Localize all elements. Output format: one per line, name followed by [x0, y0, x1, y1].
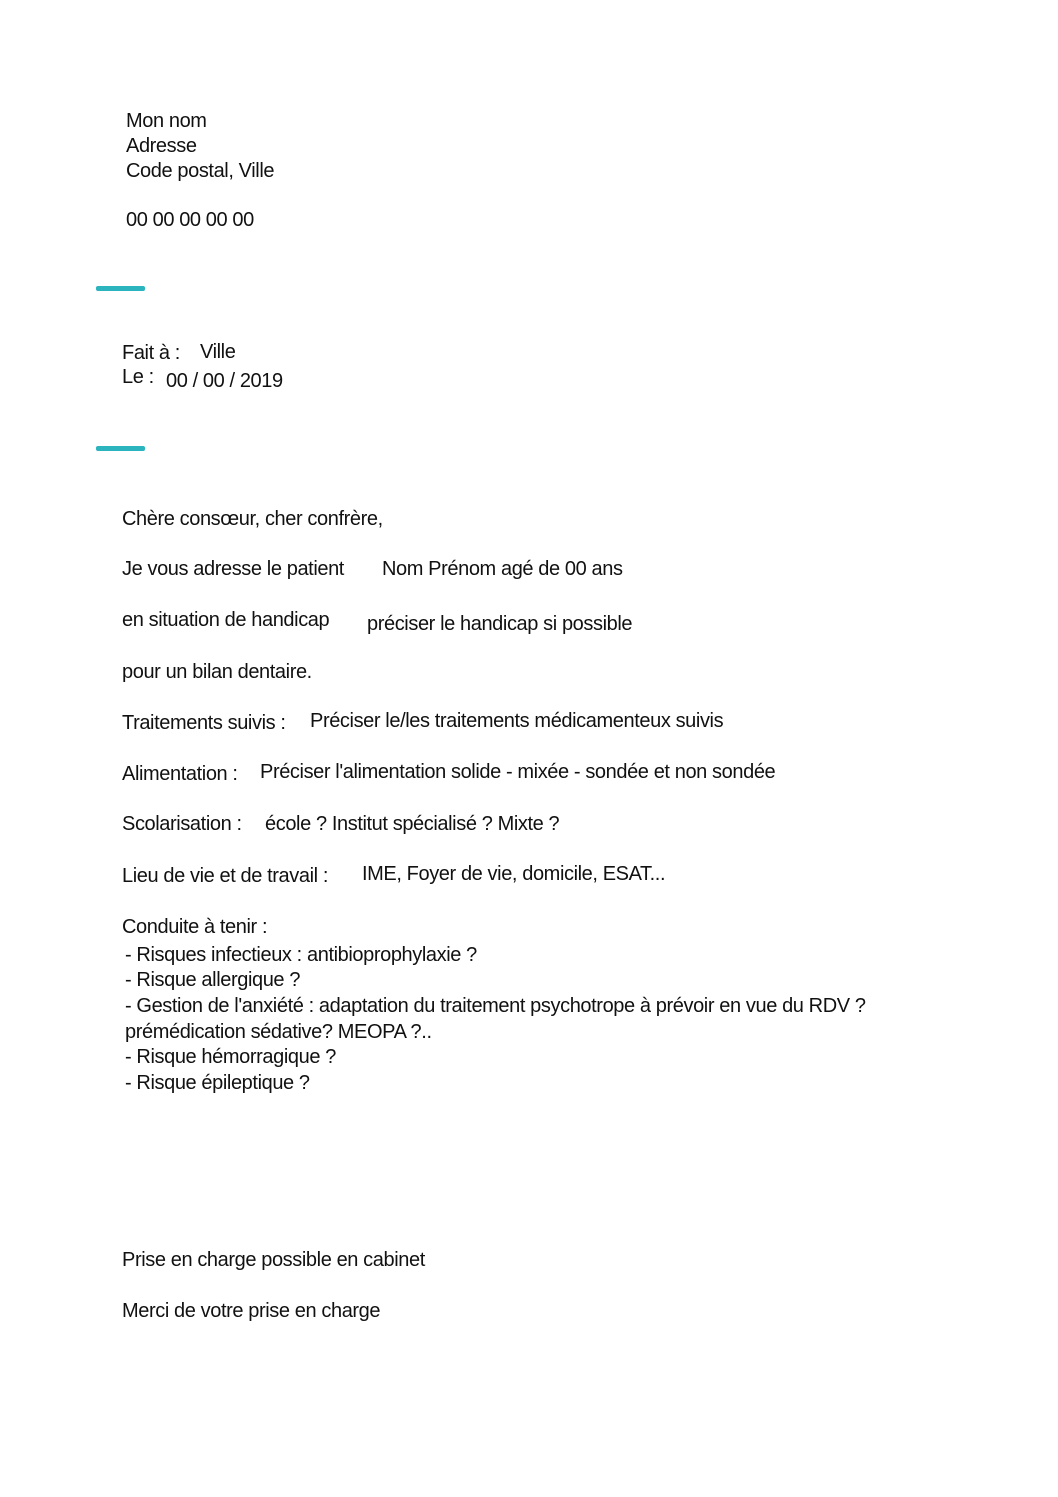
- care-note: Prise en charge possible en cabinet: [122, 1249, 425, 1271]
- handicap-text: en situation de handicap: [122, 609, 330, 631]
- purpose-text: pour un bilan dentaire.: [122, 661, 312, 683]
- date-label: Le :: [122, 366, 154, 388]
- food-label: Alimentation :: [122, 763, 238, 785]
- school-label: Scolarisation :: [122, 813, 242, 835]
- accent-divider: [96, 446, 145, 451]
- greeting: Chère consœur, cher confrère,: [122, 508, 383, 530]
- date-value: 00 / 00 / 2019: [166, 370, 283, 392]
- closing: Merci de votre prise en charge: [122, 1300, 381, 1322]
- sender-phone: 00 00 00 00 00: [126, 209, 254, 231]
- conduct-item: - Risque hémorragique ?: [125, 1046, 336, 1068]
- treatments-field: Préciser le/les traitements médicamenteux suivis: [310, 710, 724, 732]
- living-field: IME, Foyer de vie, domicile, ESAT...: [362, 863, 666, 885]
- conduct-label: Conduite à tenir :: [122, 916, 268, 938]
- conduct-item: - Risque allergique ?: [125, 969, 301, 991]
- place-label: Fait à :: [122, 342, 180, 364]
- conduct-item: prémédication sédative? MEOPA ?..: [125, 1021, 432, 1043]
- conduct-item: - Gestion de l'anxiété : adaptation du traitement psychotrope à prévoir en vue du RDV ?: [125, 995, 866, 1017]
- handicap-field: préciser le handicap si possible: [367, 613, 633, 635]
- school-field: école ? Institut spécialisé ? Mixte ?: [265, 813, 560, 835]
- place-value: Ville: [200, 341, 236, 363]
- intro-text: Je vous adresse le patient: [122, 558, 344, 580]
- patient-field: Nom Prénom agé de 00 ans: [382, 558, 623, 580]
- food-field: Préciser l'alimentation solide - mixée - sondée et non sondée: [260, 761, 776, 783]
- conduct-item: - Risque épileptique ?: [125, 1072, 310, 1094]
- accent-divider: [96, 286, 145, 291]
- treatments-label: Traitements suivis :: [122, 712, 286, 734]
- conduct-item: - Risques infectieux : antibioprophylaxie ?: [125, 944, 477, 966]
- sender-city-line: Code postal, Ville: [126, 160, 275, 182]
- sender-name: Mon nom: [126, 110, 207, 132]
- living-label: Lieu de vie et de travail :: [122, 865, 328, 887]
- sender-address: Adresse: [126, 135, 197, 157]
